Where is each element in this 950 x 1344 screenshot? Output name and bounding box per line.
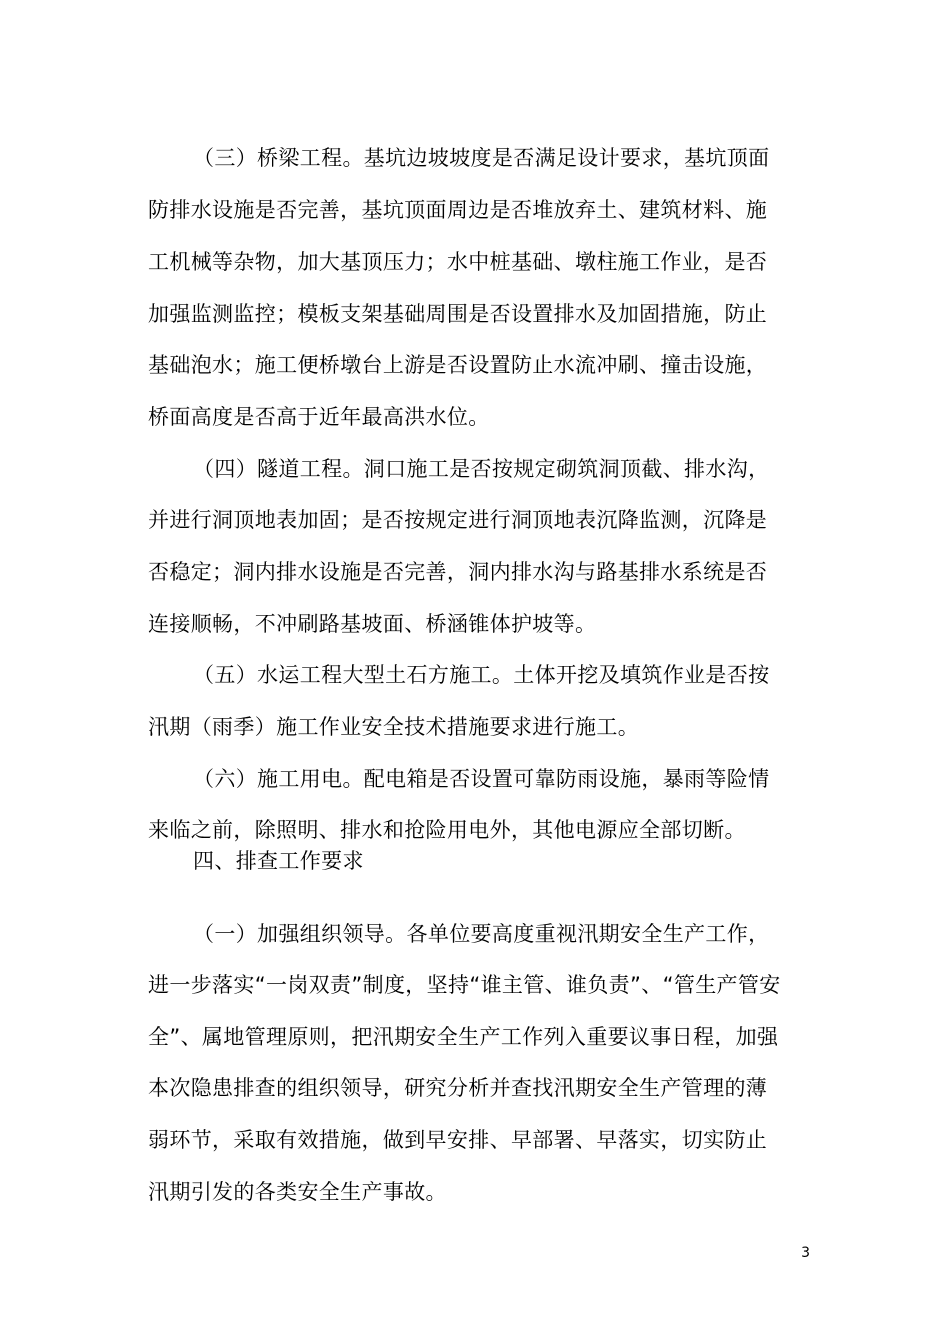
paragraph-line: （一）加强组织领导。各单位要高度重视汛期安全生产工作，: [193, 922, 770, 946]
section-heading: 四、排查工作要求: [193, 849, 364, 873]
paragraph-line: 全”、属地管理原则，把汛期安全生产工作列入重要议事日程，加强: [148, 1025, 779, 1049]
paragraph-line: （三）桥梁工程。基坑边坡坡度是否满足设计要求，基坑顶面: [193, 146, 770, 170]
paragraph-line: 连接顺畅，不冲刷路基坡面、桥涵锥体护坡等。: [148, 612, 597, 636]
paragraph-line: 来临之前，除照明、排水和抢险用电外，其他电源应全部切断。: [148, 818, 746, 842]
paragraph-line: 基础泡水；施工便桥墩台上游是否设置防止水流冲刷、撞击设施，: [148, 353, 768, 377]
paragraph-line: 进一步落实“一岗双责”制度，坚持“谁主管、谁负责”、“管生产管安: [148, 973, 781, 997]
paragraph-line: 汛期引发的各类安全生产事故。: [148, 1180, 447, 1204]
page-number: 3: [801, 1245, 810, 1261]
paragraph-line: （六）施工用电。配电箱是否设置可靠防雨设施，暴雨等险情: [193, 767, 770, 791]
paragraph-line: 本次隐患排查的组织领导，研究分析并查找汛期安全生产管理的薄: [148, 1076, 768, 1100]
paragraph-line: 汛期（雨季）施工作业安全技术措施要求进行施工。: [148, 715, 640, 739]
paragraph-line: 弱环节，采取有效措施，做到早安排、早部署、早落实，切实防止: [148, 1128, 768, 1152]
paragraph-line: 并进行洞顶地表加固；是否按规定进行洞顶地表沉降监测，沉降是: [148, 508, 768, 532]
paragraph-line: 防排水设施是否完善，基坑顶面周边是否堆放弃土、建筑材料、施: [148, 198, 768, 222]
paragraph-line: 加强监测监控；模板支架基础周围是否设置排水及加固措施，防止: [148, 302, 768, 326]
paragraph-line: （五）水运工程大型土石方施工。土体开挖及填筑作业是否按: [193, 663, 770, 687]
paragraph-line: 否稳定；洞内排水设施是否完善，洞内排水沟与路基排水系统是否: [148, 560, 768, 584]
paragraph-line: 桥面高度是否高于近年最高洪水位。: [148, 405, 490, 429]
paragraph-line: （四）隧道工程。洞口施工是否按规定砌筑洞顶截、排水沟，: [193, 457, 770, 481]
paragraph-line: 工机械等杂物，加大基顶压力；水中桩基础、墩柱施工作业，是否: [148, 250, 768, 274]
